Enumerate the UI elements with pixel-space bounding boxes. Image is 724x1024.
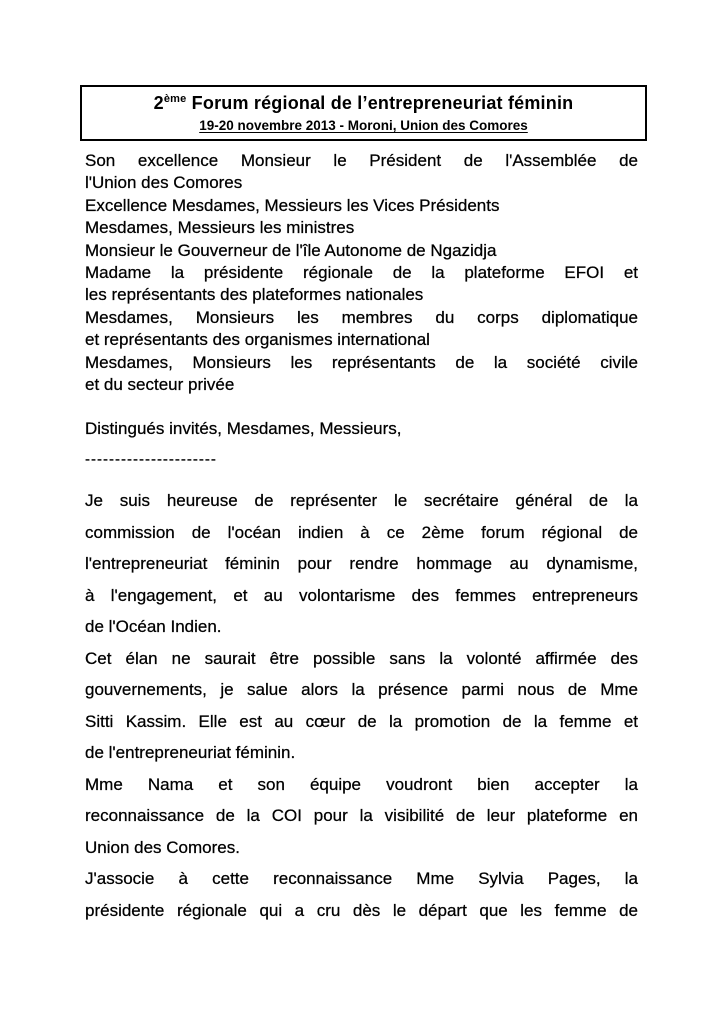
paragraph-line: reconnaissance de la COI pour la visibilité de leur plateforme en [85,806,638,826]
salutation-line: Mesdames, Monsieurs les membres du corps diplomatique [85,307,638,327]
dashed-separator: ---------------------- [85,450,217,468]
document-subtitle-date-location: 19-20 novembre 2013 - Moroni, Union des Comores [199,118,528,133]
salutation-line: l'Union des Comores [85,173,243,193]
title-box [80,85,647,141]
salutation-line: Mesdames, Messieurs les ministres [85,218,355,238]
paragraph-line: Union des Comores. [85,837,240,857]
paragraph-line: à l'engagement, et au volontarisme des femmes entrepreneurs [85,585,638,605]
paragraph-line: Cet élan ne saurait être possible sans la volonté affirmée des [85,648,638,668]
paragraph-line: l'entrepreneuriat féminin pour rendre hommage au dynamisme, [85,554,638,574]
salutation-line: Mesdames, Monsieurs les représentants de la société civile [85,352,638,372]
paragraph-line: Je suis heureuse de représenter le secrétaire général de la [85,491,638,511]
paragraph-line: Mme Nama et son équipe voudront bien accepter la [85,774,638,794]
paragraph-line: Sitti Kassim. Elle est au cœur de la promotion de la femme et [85,711,638,731]
salutation-line: Monsieur le Gouverneur de l'île Autonome de Ngazidja [85,240,497,260]
salutation-line: Son excellence Monsieur le Président de l'Assemblée de [85,151,638,170]
paragraph-line: commission de l'océan indien à ce 2ème forum régional de [85,522,638,542]
paragraph-line: gouvernements, je salue alors la présence parmi nous de Mme [85,680,638,700]
greeting-line: Distingués invités, Mesdames, Messieurs, [85,419,402,439]
document-body [85,150,638,926]
paragraph-line: présidente régionale qui a cru dès le départ que les femme de [85,900,638,920]
salutation-line: les représentants des plateformes nationales [85,285,424,305]
salutation-line: Excellence Mesdames, Messieurs les Vices Présidents [85,195,500,215]
title-ordinal-superscript: ème [163,93,187,105]
title-number: 2 [153,93,164,113]
paragraph-line: de l'entrepreneuriat féminin. [85,743,296,763]
salutation-line: et du secteur privée [85,375,235,395]
paragraph-line: J'associe à cette reconnaissance Mme Sylvia Pages, la [85,869,638,889]
salutation-line: Madame la présidente régionale de la plateforme EFOI et [85,263,638,283]
paragraph-line: de l'Océan Indien. [85,617,222,637]
title-text: Forum régional de l’entrepreneuriat féminin [186,93,574,113]
document-title [82,93,645,113]
salutation-line: et représentants des organismes international [85,330,430,350]
